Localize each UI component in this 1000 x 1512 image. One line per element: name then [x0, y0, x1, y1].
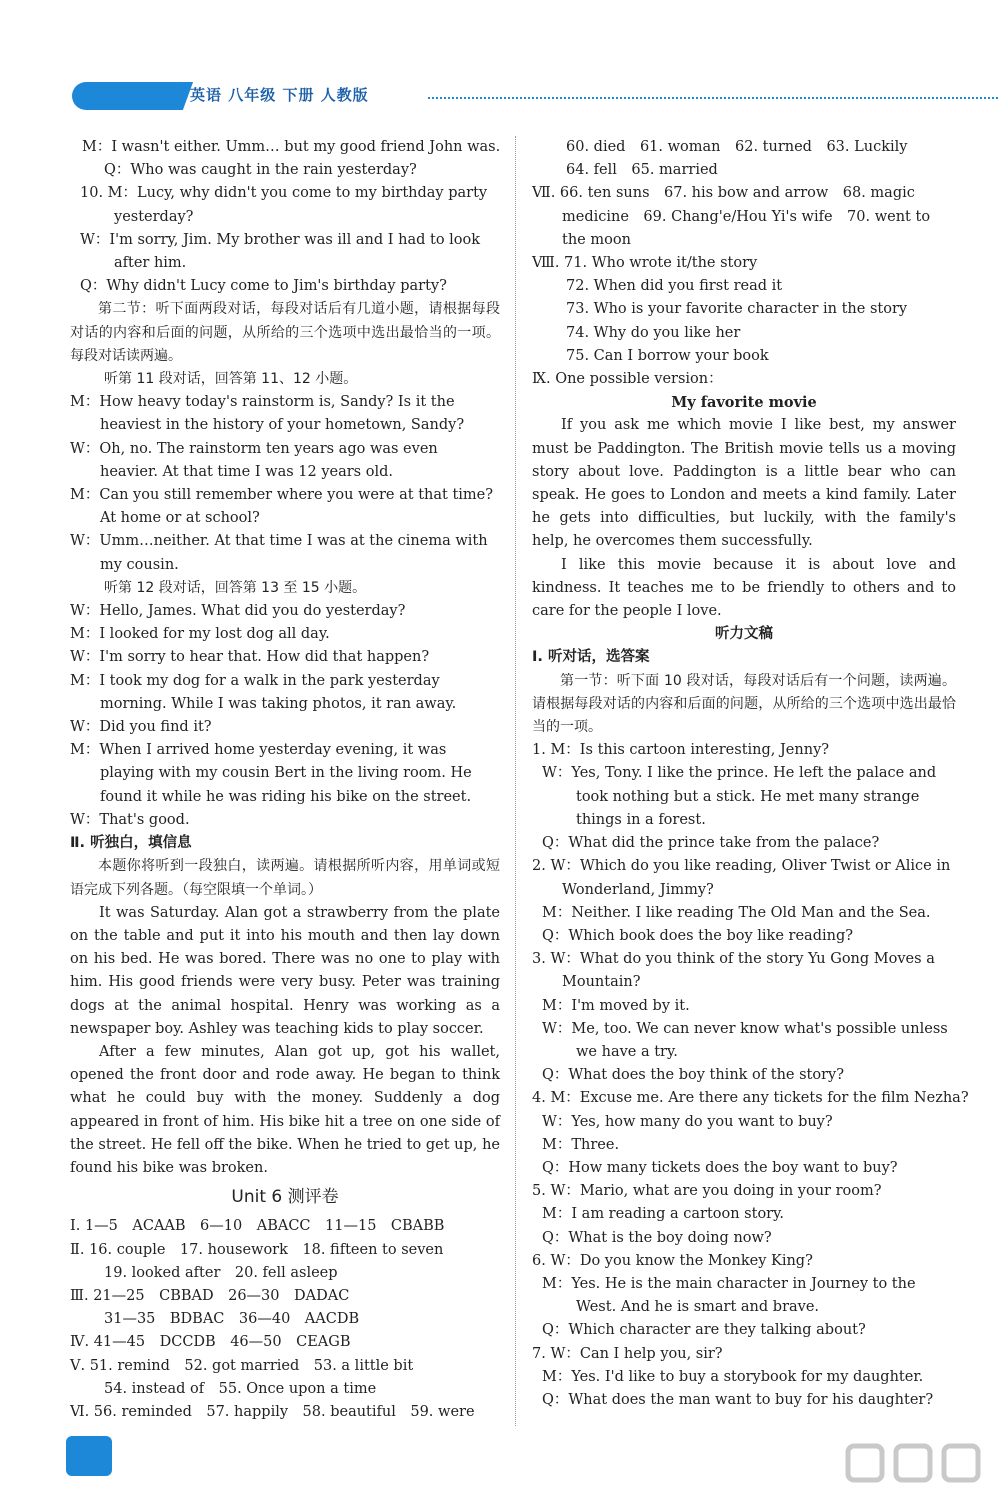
left-line: W：Oh, no. The rainstorm ten years ago was even heavier. At that time I was 12 years old.	[70, 440, 438, 480]
left-line: Ⅲ. 21—25 CBBAD 26—30 DADAC	[70, 1287, 350, 1304]
right-line: If you ask me which movie I like best, my answer must be Paddington. The British movie tells us a moving story about love. Paddington is a little bear who can speak. He goes to London and meets a kind family. Later he gets into difficulties, but luckily, with the family's help, he overcomes them successfully.	[532, 417, 956, 550]
right-line: 75. Can I borrow your book	[566, 347, 769, 364]
right-line: 60. died 61. woman 62. turned 63. Luckily	[566, 139, 908, 155]
left-line: W：Umm…neither. At that time I was at the cinema with my cousin.	[70, 533, 488, 573]
right-line: 6. W：Do you know the Monkey King?	[532, 1252, 813, 1269]
left-line: 第二节：听下面两段对话，每段对话后有几道小题，请根据每段对话的内容和后面的问题，从所给的三个选项中选出最恰当的一项。每段对话读两遍。	[70, 301, 500, 364]
left-line: It was Saturday. Alan got a strawberry from the plate on the table and put it into his mouth and then lay down on his bed. He was bored. There was no one to play with him. His good friends were very busy. Peter was training dogs at the animal hospital. Henry was working as a newspaper boy. Ashley was teaching kids to play soccer.	[70, 904, 500, 1037]
column-divider	[515, 136, 516, 1426]
left-line: M：I looked for my lost dog all day.	[70, 626, 330, 643]
right-line: My favorite movie	[671, 394, 817, 412]
left-line: Ⅳ. 41—45 DCCDB 46—50 CEAGB	[70, 1334, 351, 1351]
left-line: Ⅱ. 16. couple 17. housework 18. fifteen to seven	[70, 1241, 444, 1258]
right-line: 1. M：Is this cartoon interesting, Jenny?	[532, 742, 830, 759]
right-line: Ⅶ. 66. ten suns 67. his bow and arrow 68. magic medicine 69. Chang'e/Hou Yi's wife 70. went to the moon	[532, 185, 931, 248]
right-line: Q：What is the boy doing now?	[542, 1229, 772, 1246]
left-line: Q：Who was caught in the rain yesterday?	[104, 162, 417, 179]
right-line: M：I'm moved by it.	[542, 997, 690, 1014]
left-line: W：Did you find it?	[70, 719, 212, 736]
left-line: Ⅰ. 1—5 ACAAB 6—10 ABACC 11—15 CBABB	[70, 1218, 445, 1235]
right-line: I like this movie because it is about love and kindness. It teaches me to be friendly to others and to care for the people I love.	[532, 556, 956, 620]
left-line: W：I'm sorry, Jim. My brother was ill and I had to look after him.	[80, 231, 481, 272]
left-line: Ⅴ. 51. remind 52. got married 53. a little bit	[70, 1357, 414, 1374]
right-line: 5. W：Mario, what are you doing in your room?	[532, 1183, 882, 1200]
right-line: Q：What did the prince take from the palace?	[542, 835, 880, 852]
left-line: After a few minutes, Alan got up, got his wallet, opened the front door and rode away. He began to think what he could buy with the money. Suddenly a dog appeared in front of him. His bike hit a tree on one side of the street. He fell off the bike. When he tried to get up, he found his bike was broken.	[70, 1043, 500, 1176]
right-line: 第一节：听下面 10 段对话，每段对话后有一个问题，读两遍。请根据每段对话的内容和后面的问题，从所给的三个选项中选出最恰当的一项。	[532, 672, 956, 736]
right-line: Q：How many tickets does the boy want to buy?	[542, 1159, 898, 1176]
right-line: W：Me, too. We can never know what's possible unless we have a try.	[542, 1020, 948, 1060]
left-line: W：Hello, James. What did you do yesterday?	[70, 603, 406, 620]
left-line: Unit 6 测评卷	[231, 1187, 339, 1208]
left-column	[70, 136, 500, 1424]
left-line: Q：Why didn't Lucy come to Jim's birthday party?	[80, 278, 447, 295]
right-line: 3. W：What do you think of the story Yu Gong Moves a Mountain?	[532, 951, 935, 991]
left-line: M：Can you still remember where you were at that time? At home or at school?	[70, 487, 494, 527]
right-line: Ⅷ. 71. Who wrote it/the story	[532, 255, 758, 272]
left-line: M：When I arrived home yesterday evening, it was playing with my cousin Bert in the living room. He found it while he was riding his bike on the street.	[70, 742, 472, 805]
right-line: Q：What does the man want to buy for his daughter?	[542, 1391, 934, 1408]
left-line: 31—35 BDBAC 36—40 AACDB	[104, 1311, 360, 1328]
left-line: M：I wasn't either. Umm… but my good friend John was.	[82, 139, 501, 155]
left-line: 听第 12 段对话，回答第 13 至 15 小题。	[104, 579, 367, 596]
left-line: 54. instead of 55. Once upon a time	[104, 1380, 377, 1397]
right-line: 4. M：Excuse me. Are there any tickets for the film Nezha?	[532, 1090, 969, 1107]
right-line: Ⅰ. 听对话，选答案	[532, 649, 650, 666]
left-line: 本题你将听到一段独白，读两遍。请根据所听内容，用单词或短语完成下列各题。（每空限填一个单词。）	[70, 858, 500, 898]
left-line: M：I took my dog for a walk in the park yesterday morning. While I was taking photos, it ran away.	[70, 672, 457, 712]
header-badge	[72, 82, 180, 110]
right-line: Ⅸ. One possible version：	[532, 371, 723, 388]
right-line: 2. W：Which do you like reading, Oliver Twist or Alice in Wonderland, Jimmy?	[532, 858, 951, 898]
right-column	[532, 136, 969, 1412]
left-line: 19. looked after 20. fell asleep	[104, 1264, 338, 1281]
page-header	[72, 80, 972, 114]
header-title: 英语 八年级 下册 人教版	[190, 86, 369, 104]
right-line: M：Neither. I like reading The Old Man and the Sea.	[542, 904, 931, 921]
right-line: 听力文稿	[715, 626, 773, 643]
right-line: M：Yes. I'd like to buy a storybook for my daughter.	[542, 1368, 924, 1385]
right-line: 7. W：Can I help you, sir?	[532, 1345, 723, 1362]
right-line: M：I am reading a cartoon story.	[542, 1206, 784, 1223]
right-line: 73. Who is your favorite character in the story	[566, 301, 908, 318]
header-dotted-rule	[428, 97, 1000, 99]
right-line: W：Yes, Tony. I like the prince. He left the palace and took nothing but a stick. He met many strange things in a forest.	[542, 765, 937, 828]
left-line: W：I'm sorry to hear that. How did that happen?	[70, 649, 430, 666]
right-line: Q：What does the boy think of the story?	[542, 1067, 845, 1084]
right-line: M：Three.	[542, 1136, 620, 1153]
right-line: M：Yes. He is the main character in Journey to the West. And he is smart and brave.	[542, 1275, 916, 1316]
left-line: Ⅱ. 听独白，填信息	[70, 835, 192, 852]
watermark-logo-icon	[840, 1440, 990, 1510]
right-line: 72. When did you first read it	[566, 278, 783, 295]
left-line: W：That's good.	[70, 811, 190, 828]
page-number-badge	[66, 1436, 112, 1476]
left-line: Ⅵ. 56. reminded 57. happily 58. beautiful 59. were	[70, 1403, 475, 1420]
left-line: 听第 11 段对话，回答第 11、12 小题。	[104, 371, 358, 388]
right-line: Q：Which character are they talking about?	[542, 1322, 866, 1339]
right-line: 74. Why do you like her	[566, 324, 741, 341]
right-line: 64. fell 65. married	[566, 162, 718, 179]
left-line: M：How heavy today's rainstorm is, Sandy? Is it the heaviest in the history of your hometown, Sandy?	[70, 394, 465, 434]
right-line: W：Yes, how many do you want to buy?	[542, 1113, 833, 1130]
left-line: 10. M：Lucy, why didn't you come to my birthday party yesterday?	[80, 185, 488, 225]
right-line: Q：Which book does the boy like reading?	[542, 927, 854, 944]
